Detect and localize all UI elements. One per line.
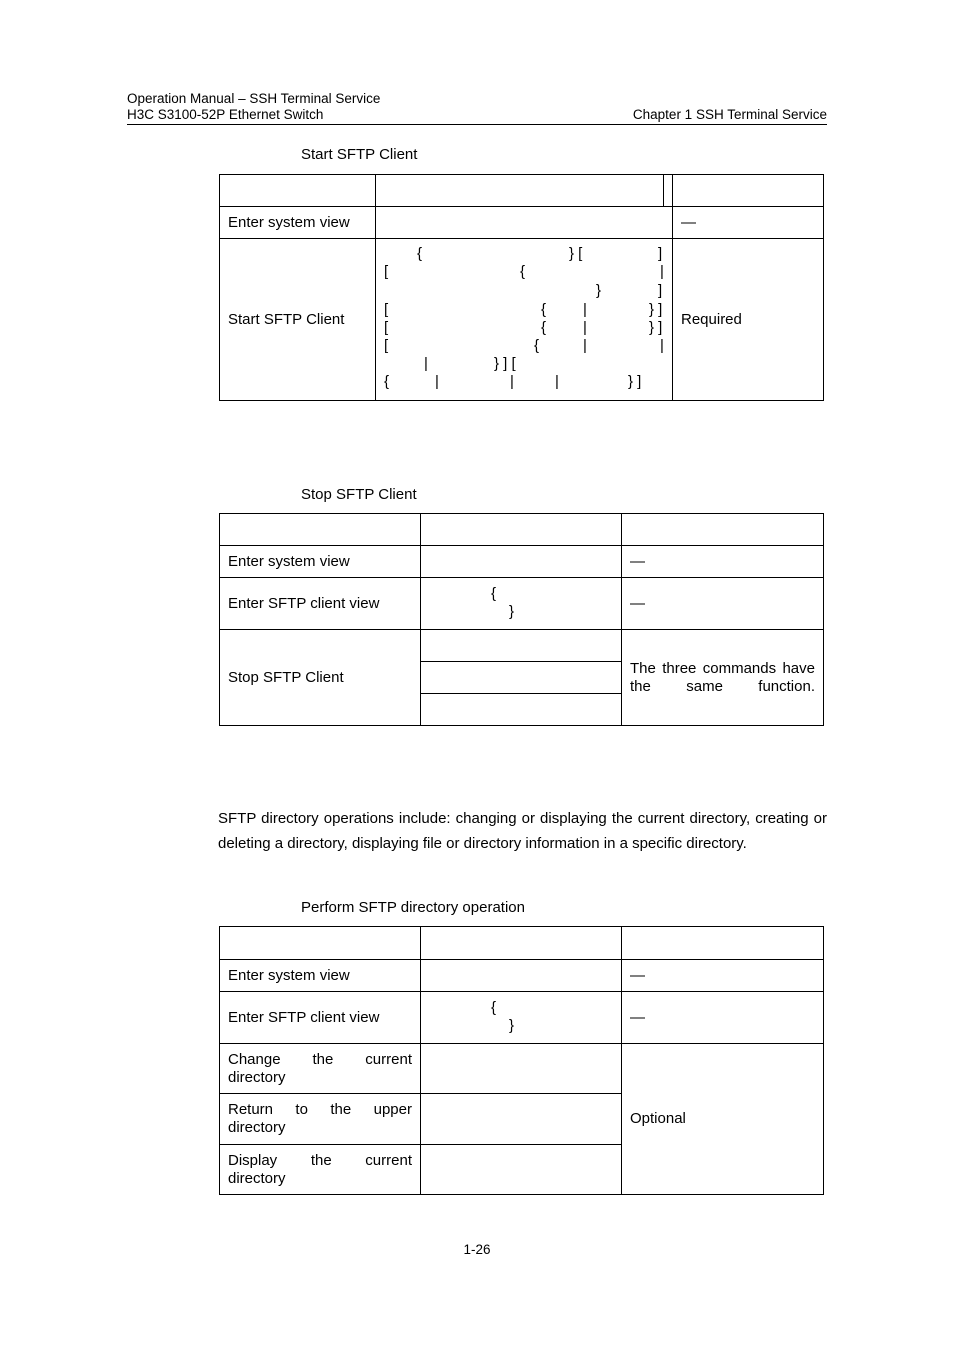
command-cell: [421, 992, 622, 1044]
command-syntax-skeleton: { } [ ] [ { | } ] [ { | } ] [ { | } ] [ { | | | } ] [ { | | | } ]: [384, 245, 664, 390]
command-cell: [421, 1094, 622, 1145]
table-row: [220, 578, 824, 630]
description-cell: —: [622, 546, 824, 578]
command-cell: [376, 239, 673, 401]
description-cell: —: [622, 960, 824, 992]
command-syntax-skeleton: { }: [491, 585, 515, 620]
product-name: H3C S3100-52P Ethernet Switch: [127, 107, 324, 122]
table3-caption: Perform SFTP directory operation: [301, 899, 525, 916]
operation-cell: Display the current directory: [220, 1145, 421, 1195]
header-cell: [376, 175, 673, 207]
table-row: [220, 207, 824, 239]
manual-title: Operation Manual – SSH Terminal Service: [127, 91, 381, 106]
table2-caption: Stop SFTP Client: [301, 486, 417, 503]
description-cell: —: [622, 992, 824, 1044]
start-sftp-table: [219, 174, 824, 401]
description-cell: —: [622, 578, 824, 630]
page-number: 1-26: [463, 1242, 491, 1257]
operation-cell: Enter SFTP client view: [220, 992, 421, 1044]
table-row: [220, 992, 824, 1044]
table-row: [220, 239, 824, 401]
command-syntax-skeleton: { }: [491, 999, 515, 1034]
operation-cell: Return to the upper directory: [220, 1094, 421, 1145]
operation-cell: Stop SFTP Client: [220, 630, 421, 726]
command-cell: [421, 960, 622, 992]
table-header-row: [220, 927, 824, 960]
table-row: [220, 1044, 824, 1094]
description-cell: The three commands have the same function.: [622, 630, 824, 726]
table-row: [220, 630, 824, 662]
command-cell: [421, 662, 622, 694]
header-cell: [421, 927, 622, 960]
description-cell: Optional: [622, 1044, 824, 1195]
table-header-row: [220, 175, 824, 207]
header-cell: [220, 514, 421, 546]
operation-cell: Enter system view: [220, 207, 376, 239]
table-row: [220, 546, 824, 578]
command-cell: [421, 694, 622, 726]
table-row: [220, 960, 824, 992]
command-cell: [376, 207, 673, 239]
directory-operation-table: [219, 926, 824, 1195]
header-cell: [622, 514, 824, 546]
operation-cell: Change the current directory: [220, 1044, 421, 1094]
header-cell: [673, 175, 824, 207]
table-header-row: [220, 514, 824, 546]
header-rule: [127, 124, 827, 125]
operation-cell: Enter SFTP client view: [220, 578, 421, 630]
description-cell: —: [673, 207, 824, 239]
command-cell: [421, 1145, 622, 1195]
operation-cell: Enter system view: [220, 960, 421, 992]
table1-caption: Start SFTP Client: [301, 146, 418, 163]
stop-sftp-table: [219, 513, 824, 726]
command-cell: [421, 1044, 622, 1094]
header-cell: [622, 927, 824, 960]
body-paragraph: SFTP directory operations include: changing or displaying the current directory, creating or deleting a directory, displaying file or directory information in a specific directory.: [218, 810, 827, 852]
header-cell: [220, 175, 376, 207]
operation-cell: Enter system view: [220, 546, 421, 578]
command-cell: [421, 578, 622, 630]
header-cell: [421, 514, 622, 546]
command-cell: [421, 546, 622, 578]
command-cell: [421, 630, 622, 662]
description-cell: Required: [673, 239, 824, 401]
header-cell: [220, 927, 421, 960]
operation-cell: Start SFTP Client: [220, 239, 376, 401]
chapter-title: Chapter 1 SSH Terminal Service: [632, 107, 827, 122]
